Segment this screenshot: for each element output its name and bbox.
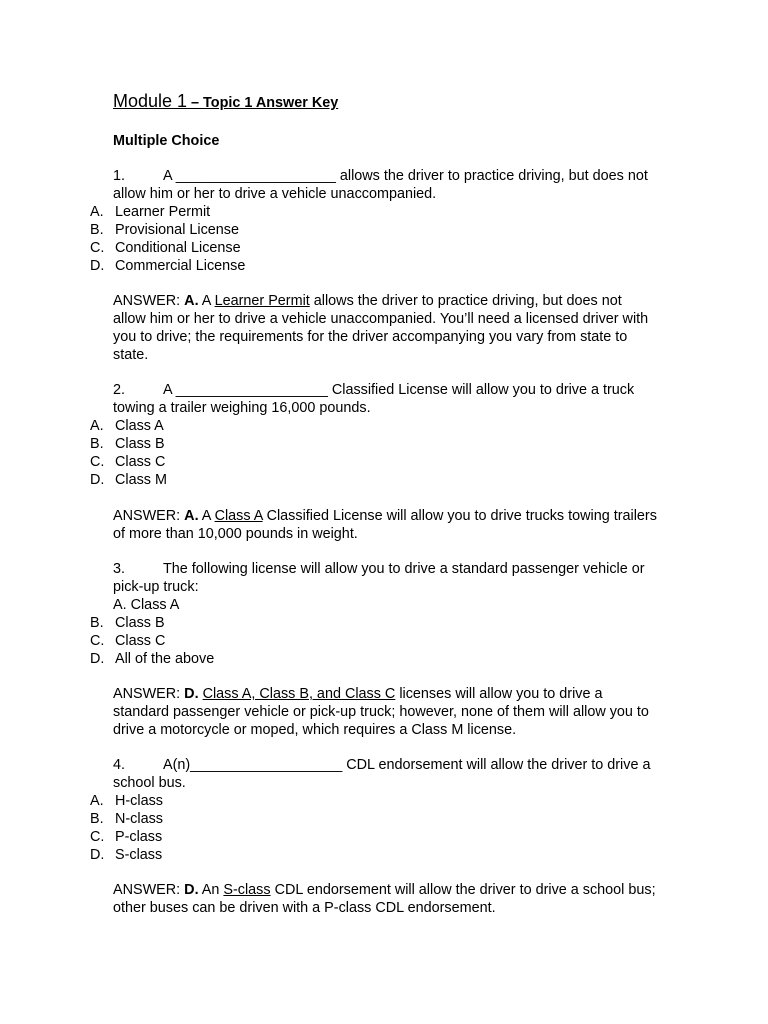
answer-prefix: An [198, 882, 224, 898]
option-text: Conditional License [115, 240, 241, 256]
option-text: Class M [115, 472, 167, 488]
option-text: Class A [115, 418, 164, 434]
option-text: Class B [115, 615, 165, 631]
option-letter: A. [90, 793, 104, 809]
question-4-answer [113, 881, 658, 917]
option-text: S-class [115, 847, 163, 863]
option-letter: B. [90, 811, 104, 827]
answer-highlight: Learner Permit [214, 293, 310, 309]
question-3-option-b [90, 614, 165, 632]
option-text: Class C [115, 454, 166, 470]
option-letter: C. [90, 829, 105, 845]
option-letter: A. [90, 204, 104, 220]
option-letter: C. [90, 240, 105, 256]
question-1-option-c [90, 239, 241, 257]
question-number: 1. [113, 168, 126, 184]
question-2-option-b [90, 435, 165, 453]
question-2-answer [113, 507, 658, 543]
question-1-option-d [90, 257, 245, 275]
answer-prefix: A [198, 293, 215, 309]
option-letter: C. [90, 454, 105, 470]
option-text: Provisional License [115, 222, 239, 238]
question-4-text [113, 756, 673, 792]
page-title [113, 92, 338, 112]
answer-label: ANSWER: [113, 882, 185, 898]
question-2-option-d [90, 471, 167, 489]
option-text: All of the above [115, 651, 215, 667]
answer-explanation: Classified License will allow you to drive trucks towing trailers of more than 10,000 pounds in weight. [113, 508, 657, 542]
question-number: 4. [113, 757, 126, 773]
question-2-text [113, 381, 673, 417]
question-1-option-b [90, 221, 239, 239]
question-number: 3. [113, 561, 126, 577]
option-letter: B. [90, 222, 104, 238]
option-letter: D. [90, 847, 105, 863]
question-number: 2. [113, 382, 126, 398]
question-stem: A ___________________ Classified License will allow you to drive a truck towing a trailer weighing 16,000 pounds. [113, 382, 635, 416]
answer-letter: A. [184, 508, 199, 524]
option-letter: D. [90, 472, 105, 488]
question-3-answer [113, 685, 658, 739]
question-stem: A ____________________ allows the driver to practice driving, but does not allow him or her to drive a vehicle unaccompanied. [113, 168, 648, 202]
answer-letter: D. [184, 686, 199, 702]
answer-highlight: Class A [214, 508, 263, 524]
question-1-option-a [90, 203, 210, 221]
answer-explanation: CDL endorsement will allow the driver to drive a school bus; other buses can be driven with a P-class CDL endorsement. [113, 882, 656, 916]
question-3-text [113, 560, 673, 596]
question-1-answer [113, 292, 658, 364]
answer-highlight: S-class [223, 882, 271, 898]
question-4-option-d [90, 846, 162, 864]
answer-label: ANSWER: [113, 686, 185, 702]
question-1-text [113, 167, 673, 203]
option-text: N-class [115, 811, 163, 827]
question-3-option-c [90, 632, 165, 650]
option-letter: B. [90, 436, 104, 452]
option-text: Class B [115, 436, 165, 452]
question-2-option-c [90, 453, 165, 471]
answer-label: ANSWER: [113, 508, 185, 524]
answer-label: ANSWER: [113, 293, 185, 309]
option-letter: C. [90, 633, 105, 649]
option-letter: B. [90, 615, 104, 631]
option-text: Learner Permit [115, 204, 211, 220]
module-title: Module 1 [113, 91, 188, 111]
section-heading: Multiple Choice [113, 133, 220, 149]
option-text: H-class [115, 793, 163, 809]
question-4-option-a [90, 792, 163, 810]
question-4-option-c [90, 828, 162, 846]
option-letter: D. [90, 258, 105, 274]
question-stem: A(n)___________________ CDL endorsement will allow the driver to drive a school bus. [113, 757, 651, 791]
answer-prefix: A [198, 508, 215, 524]
option-text: P-class [115, 829, 163, 845]
option-letter: D. [90, 651, 105, 667]
question-2-option-a [90, 417, 164, 435]
answer-letter: D. [184, 882, 199, 898]
option-text: Class C [115, 633, 166, 649]
option-letter: A. [90, 418, 104, 434]
question-4-option-b [90, 810, 163, 828]
answer-explanation: licenses will allow you to drive a standard passenger vehicle or pick-up truck; however, none of them will allow you to drive a motorcycle or moped, which requires a Class M license. [113, 686, 649, 738]
question-3-option-a: A. Class A [113, 597, 180, 613]
topic-title: – Topic 1 Answer Key [187, 95, 339, 111]
question-stem: The following license will allow you to drive a standard passenger vehicle or pick-up truck: [113, 561, 645, 595]
answer-highlight: Class A, Class B, and Class C [202, 686, 396, 702]
answer-letter: A. [184, 293, 199, 309]
question-3-option-d [90, 650, 214, 668]
answer-explanation: allows the driver to practice driving, but does not allow him or her to drive a vehicle unaccompanied. You’ll need a licensed driver with you to drive; the requirements for the driver accompanying you vary from state to state. [113, 293, 649, 363]
option-text: Commercial License [115, 258, 246, 274]
